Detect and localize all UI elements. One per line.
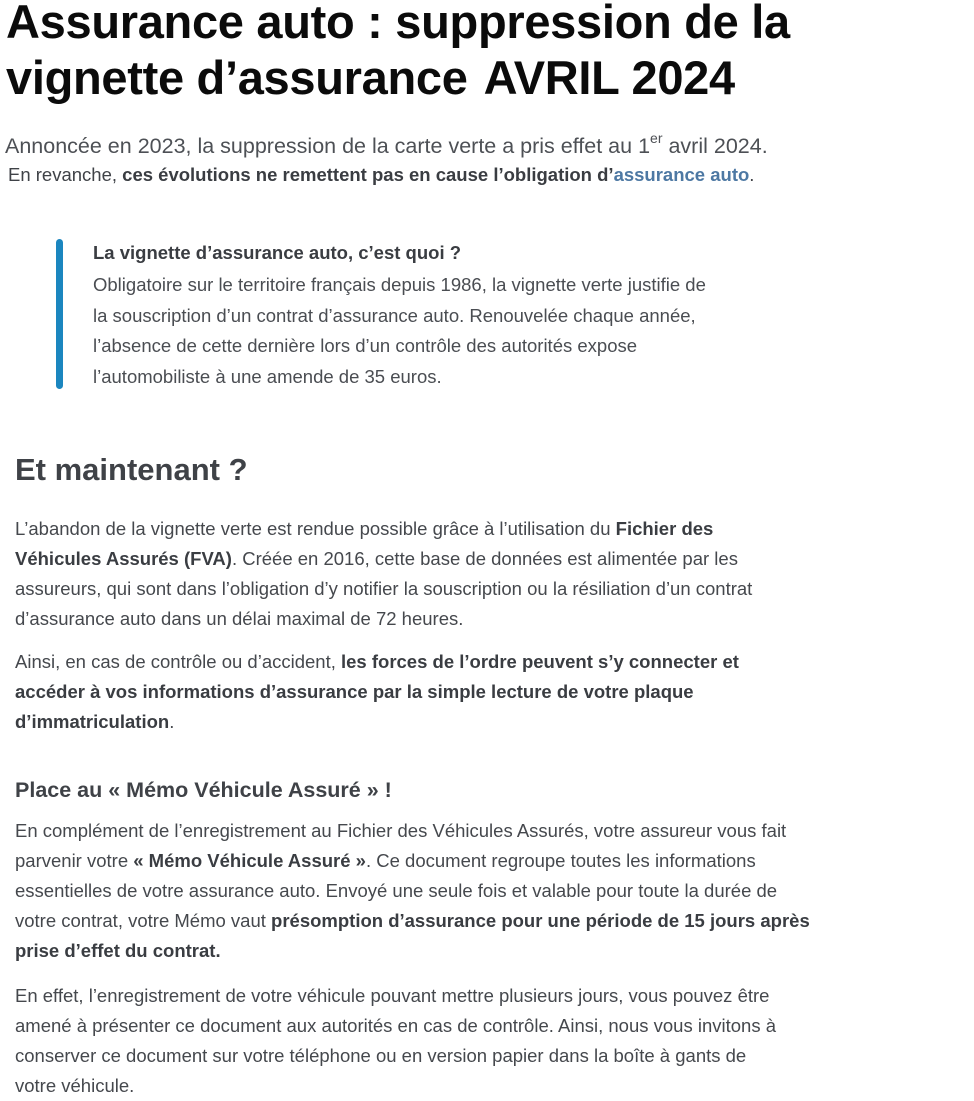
title-line-1: Assurance auto : suppression de la [6, 0, 790, 48]
callout-text: Obligatoire sur le territoire français depuis 1986, la vignette verte justifie de la souscription d’un contrat d’assurance auto. Renouvelée chaque année, l’absence de cette dernière lors d’un contrôle des autorités expose l’automobiliste à une amende de 35 euros. [93, 274, 706, 387]
page-title [6, 0, 956, 106]
section-heading-memo: Place au « Mémo Véhicule Assuré » ! [15, 778, 392, 802]
title-line-2a: vignette d’assurance [6, 51, 468, 104]
callout-title: La vignette d’assurance auto, c’est quoi ? [93, 242, 462, 263]
paragraph-memo: En complément de l’enregistrement au Fichier des Véhicules Assurés, votre assureur vous fait parvenir votre « Mémo Véhicule Assuré ». Ce document regroupe toutes les informations essentielles de votre assurance auto. Envoyé une seule fois et valable pour toute la durée de votre contrat, votre Mémo vaut présomption d’assurance pour une période de 15 jours après prise d’effet du contrat. [15, 820, 810, 961]
title-date: AVRIL 2024 [483, 51, 735, 104]
section-heading-et-maintenant: Et maintenant ? [15, 452, 248, 487]
callout-accent-bar [56, 239, 63, 389]
info-callout [93, 240, 893, 392]
ordinal-superscript: er [650, 130, 663, 146]
intro-lead: Annoncée en 2023, la suppression de la carte verte a pris effet au 1er avril 2024. [5, 130, 768, 158]
paragraph-en-effet: En effet, l’enregistrement de votre véhicule pouvant mettre plusieurs jours, vous pouvez être amené à présenter ce document aux autorités en cas de contrôle. Ainsi, nous vous invitons à conserver ce document sur votre téléphone ou en version papier dans la boîte à gants de votre véhicule. [15, 985, 777, 1096]
assurance-auto-link[interactable]: assurance auto [613, 164, 750, 185]
paragraph-fva: L’abandon de la vignette verte est rendue possible grâce à l’utilisation du Fichier des Véhicules Assurés (FVA). Créée en 2016, cette base de données est alimentée par les assureurs, qui sont dans l’obligation d’y notifier la souscription ou la résiliation d’un contrat d’assurance auto dans un délai maximal de 72 heures. [15, 518, 753, 629]
intro-note: En revanche, ces évolutions ne remettent pas en cause l’obligation d’assurance auto. [8, 164, 755, 185]
paragraph-controle: Ainsi, en cas de contrôle ou d’accident, les forces de l’ordre peuvent s’y connecter et accéder à vos informations d’assurance par la simple lecture de votre plaque d’immatriculation. [15, 651, 739, 732]
